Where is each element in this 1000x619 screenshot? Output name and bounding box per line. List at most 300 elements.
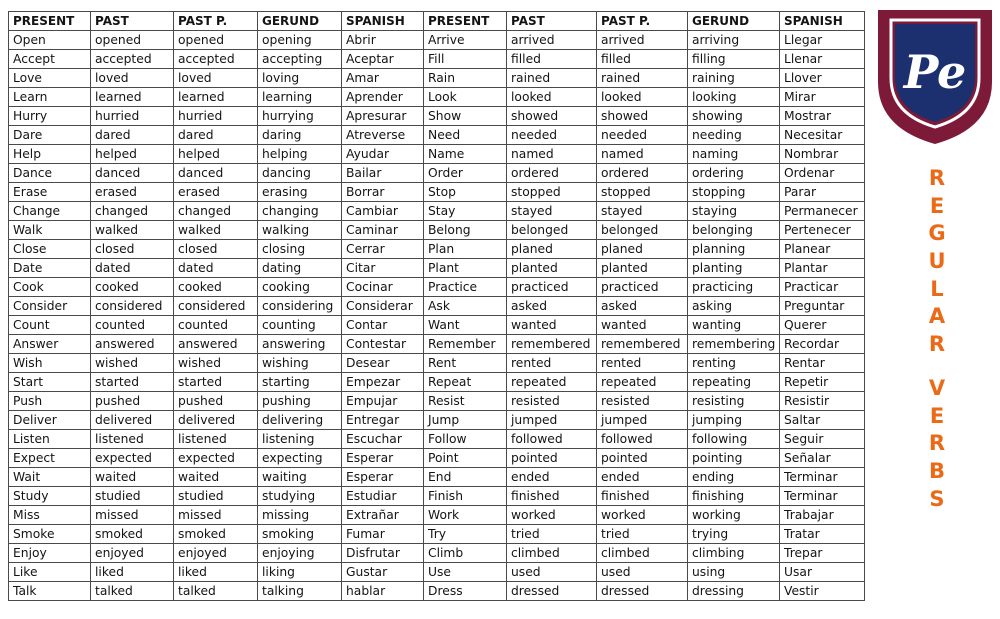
table-row (9, 297, 865, 316)
table-cell: Follow (424, 430, 507, 449)
table-cell: planning (688, 240, 780, 259)
table-cell: Count (9, 316, 91, 335)
table-cell: ordered (597, 164, 688, 183)
table-row (9, 506, 865, 525)
table-cell: enjoying (258, 544, 342, 563)
table-cell: Cocinar (342, 278, 424, 297)
table-cell: belonged (597, 221, 688, 240)
table-cell: Expect (9, 449, 91, 468)
table-body (9, 31, 865, 601)
table-cell: pointed (597, 449, 688, 468)
table-cell: Empujar (342, 392, 424, 411)
column-header: SPANISH (342, 12, 424, 31)
table-cell: practicing (688, 278, 780, 297)
table-cell: answered (174, 335, 258, 354)
table-cell: Esperar (342, 468, 424, 487)
table-cell: stopped (507, 183, 597, 202)
table-row (9, 221, 865, 240)
table-cell: expecting (258, 449, 342, 468)
table-cell: smoking (258, 525, 342, 544)
table-cell: Like (9, 563, 91, 582)
school-logo-crest (876, 8, 994, 146)
table-cell: Repetir (780, 373, 865, 392)
table-cell: enjoyed (91, 544, 174, 563)
table-cell: arrived (597, 31, 688, 50)
table-cell: pointed (507, 449, 597, 468)
table-cell: helped (91, 145, 174, 164)
table-cell: dancing (258, 164, 342, 183)
table-cell: changed (174, 202, 258, 221)
table-cell: Order (424, 164, 507, 183)
table-cell: hurried (91, 107, 174, 126)
column-header: PRESENT (9, 12, 91, 31)
regular-verbs-vertical-title (925, 165, 949, 513)
table-cell: remembered (597, 335, 688, 354)
table-cell: Rentar (780, 354, 865, 373)
table-cell: used (507, 563, 597, 582)
table-cell: dating (258, 259, 342, 278)
table-cell: dated (174, 259, 258, 278)
table-cell: showed (597, 107, 688, 126)
table-cell: Querer (780, 316, 865, 335)
table-cell: counting (258, 316, 342, 335)
table-cell: starting (258, 373, 342, 392)
table-cell: Rain (424, 69, 507, 88)
table-cell: pushed (174, 392, 258, 411)
table-cell: erasing (258, 183, 342, 202)
table-cell: Escuchar (342, 430, 424, 449)
table-cell: following (688, 430, 780, 449)
vertical-word: V E R B S (928, 375, 946, 511)
table-cell: worked (597, 506, 688, 525)
table-cell: cooking (258, 278, 342, 297)
table-cell: Finish (424, 487, 507, 506)
logo-monogram: Pe (903, 45, 967, 99)
table-cell: raining (688, 69, 780, 88)
table-cell: learned (174, 88, 258, 107)
table-cell: arrived (507, 31, 597, 50)
table-cell: needed (597, 126, 688, 145)
table-cell: Llegar (780, 31, 865, 50)
table-row (9, 582, 865, 601)
table-cell: dated (91, 259, 174, 278)
table-cell: Pertenecer (780, 221, 865, 240)
table-cell: dared (91, 126, 174, 145)
table-cell: walked (174, 221, 258, 240)
table-cell: Practicar (780, 278, 865, 297)
table-cell: studying (258, 487, 342, 506)
table-cell: started (174, 373, 258, 392)
table-cell: delivered (174, 411, 258, 430)
table-cell: working (688, 506, 780, 525)
table-row (9, 107, 865, 126)
table-cell: filled (507, 50, 597, 69)
table-cell: accepting (258, 50, 342, 69)
table-cell: repeated (507, 373, 597, 392)
table-cell: Climb (424, 544, 507, 563)
table-cell: walking (258, 221, 342, 240)
table-cell: waiting (258, 468, 342, 487)
table-cell: Plant (424, 259, 507, 278)
table-cell: Extrañar (342, 506, 424, 525)
table-cell: asked (507, 297, 597, 316)
table-cell: Desear (342, 354, 424, 373)
column-header: PRESENT (424, 12, 507, 31)
table-cell: Considerar (342, 297, 424, 316)
table-cell: Accept (9, 50, 91, 69)
table-cell: wanted (507, 316, 597, 335)
table-cell: Terminar (780, 468, 865, 487)
table-cell: Resist (424, 392, 507, 411)
table-cell: Terminar (780, 487, 865, 506)
table-cell: Vestir (780, 582, 865, 601)
table-row (9, 145, 865, 164)
table-cell: Disfrutar (342, 544, 424, 563)
table-cell: hablar (342, 582, 424, 601)
table-cell: learned (91, 88, 174, 107)
table-cell: talked (91, 582, 174, 601)
table-row (9, 31, 865, 50)
table-cell: Nombrar (780, 145, 865, 164)
table-cell: arriving (688, 31, 780, 50)
table-cell: hurried (174, 107, 258, 126)
table-cell: Usar (780, 563, 865, 582)
table-cell: needing (688, 126, 780, 145)
table-cell: ordering (688, 164, 780, 183)
table-cell: loved (174, 69, 258, 88)
table-row (9, 88, 865, 107)
table-cell: Deliver (9, 411, 91, 430)
table-cell: looked (597, 88, 688, 107)
table-cell: Bailar (342, 164, 424, 183)
table-cell: Amar (342, 69, 424, 88)
table-cell: talking (258, 582, 342, 601)
table-cell: Plantar (780, 259, 865, 278)
table-row (9, 335, 865, 354)
table-cell: filling (688, 50, 780, 69)
table-row (9, 449, 865, 468)
table-cell: Caminar (342, 221, 424, 240)
table-cell: studied (91, 487, 174, 506)
table-cell: Tratar (780, 525, 865, 544)
table-cell: Rent (424, 354, 507, 373)
table-cell: considered (174, 297, 258, 316)
table-cell: ending (688, 468, 780, 487)
table-cell: listened (174, 430, 258, 449)
table-row (9, 544, 865, 563)
table-cell: Listen (9, 430, 91, 449)
table-cell: changed (91, 202, 174, 221)
table-cell: Plan (424, 240, 507, 259)
table-cell: planted (507, 259, 597, 278)
table-cell: opened (174, 31, 258, 50)
table-cell: Ordenar (780, 164, 865, 183)
table-cell: Apresurar (342, 107, 424, 126)
table-cell: opening (258, 31, 342, 50)
table-cell: Dare (9, 126, 91, 145)
table-cell: remembering (688, 335, 780, 354)
table-cell: enjoyed (174, 544, 258, 563)
table-cell: naming (688, 145, 780, 164)
table-cell: Citar (342, 259, 424, 278)
table-cell: pointing (688, 449, 780, 468)
table-cell: tried (507, 525, 597, 544)
table-cell: Mostrar (780, 107, 865, 126)
table-cell: Stop (424, 183, 507, 202)
table-cell: practiced (597, 278, 688, 297)
table-cell: cooked (174, 278, 258, 297)
table-cell: opened (91, 31, 174, 50)
table-cell: dressed (507, 582, 597, 601)
table-cell: Point (424, 449, 507, 468)
table-cell: Cook (9, 278, 91, 297)
table-cell: Try (424, 525, 507, 544)
table-cell: Fumar (342, 525, 424, 544)
table-row (9, 373, 865, 392)
table-cell: finishing (688, 487, 780, 506)
table-cell: trying (688, 525, 780, 544)
table-cell: Change (9, 202, 91, 221)
table-cell: planed (507, 240, 597, 259)
table-cell: missing (258, 506, 342, 525)
table-cell: delivered (91, 411, 174, 430)
table-cell: Erase (9, 183, 91, 202)
table-cell: Arrive (424, 31, 507, 50)
table-cell: staying (688, 202, 780, 221)
table-cell: counted (91, 316, 174, 335)
table-cell: rented (507, 354, 597, 373)
table-cell: Love (9, 69, 91, 88)
table-cell: Repeat (424, 373, 507, 392)
table-cell: Permanecer (780, 202, 865, 221)
table-cell: stopped (597, 183, 688, 202)
table-cell: planting (688, 259, 780, 278)
table-cell: accepted (91, 50, 174, 69)
table-cell: showed (507, 107, 597, 126)
table-cell: Help (9, 145, 91, 164)
table-cell: expected (174, 449, 258, 468)
table-cell: Planear (780, 240, 865, 259)
table-cell: waited (174, 468, 258, 487)
table-cell: jumped (507, 411, 597, 430)
table-cell: dressing (688, 582, 780, 601)
table-cell: tried (597, 525, 688, 544)
table-cell: stayed (507, 202, 597, 221)
table-row (9, 183, 865, 202)
table-cell: Señalar (780, 449, 865, 468)
column-header: PAST P. (597, 12, 688, 31)
table-cell: Recordar (780, 335, 865, 354)
table-cell: Atreverse (342, 126, 424, 145)
table-row (9, 164, 865, 183)
table-cell: Work (424, 506, 507, 525)
table-row (9, 316, 865, 335)
table-cell: Belong (424, 221, 507, 240)
table-header-row (9, 12, 865, 31)
table-cell: Talk (9, 582, 91, 601)
table-cell: delivering (258, 411, 342, 430)
table-cell: talked (174, 582, 258, 601)
table-cell: Walk (9, 221, 91, 240)
table-cell: Want (424, 316, 507, 335)
table-cell: Resistir (780, 392, 865, 411)
table-cell: danced (91, 164, 174, 183)
table-cell: named (597, 145, 688, 164)
table-cell: started (91, 373, 174, 392)
table-cell: Miss (9, 506, 91, 525)
table-cell: finished (597, 487, 688, 506)
table-cell: Learn (9, 88, 91, 107)
table-cell: resisted (597, 392, 688, 411)
table-cell: rained (507, 69, 597, 88)
table-cell: Seguir (780, 430, 865, 449)
table-cell: Hurry (9, 107, 91, 126)
table-cell: listened (91, 430, 174, 449)
table-cell: remembered (507, 335, 597, 354)
table-cell: Cambiar (342, 202, 424, 221)
table-cell: Answer (9, 335, 91, 354)
table-cell: Cerrar (342, 240, 424, 259)
table-cell: Necesitar (780, 126, 865, 145)
table-cell: Study (9, 487, 91, 506)
table-cell: loved (91, 69, 174, 88)
table-row (9, 563, 865, 582)
table-cell: Trepar (780, 544, 865, 563)
table-cell: Saltar (780, 411, 865, 430)
table-cell: used (597, 563, 688, 582)
table-cell: repeated (597, 373, 688, 392)
table-cell: wanting (688, 316, 780, 335)
table-cell: hurrying (258, 107, 342, 126)
table-row (9, 487, 865, 506)
regular-verbs-table (8, 11, 865, 601)
table-cell: Mirar (780, 88, 865, 107)
table-cell: jumped (597, 411, 688, 430)
column-header: PAST (507, 12, 597, 31)
table-cell: looked (507, 88, 597, 107)
table-cell: climbing (688, 544, 780, 563)
table-cell: Need (424, 126, 507, 145)
table-cell: Wait (9, 468, 91, 487)
table-cell: asked (597, 297, 688, 316)
table-cell: followed (597, 430, 688, 449)
table-row (9, 354, 865, 373)
table-cell: rained (597, 69, 688, 88)
table-cell: missed (174, 506, 258, 525)
table-cell: Abrir (342, 31, 424, 50)
table-cell: Date (9, 259, 91, 278)
table-cell: Aprender (342, 88, 424, 107)
table-cell: Jump (424, 411, 507, 430)
table-cell: liking (258, 563, 342, 582)
table-cell: jumping (688, 411, 780, 430)
table-cell: closing (258, 240, 342, 259)
table-cell: Smoke (9, 525, 91, 544)
table-row (9, 278, 865, 297)
table-cell: walked (91, 221, 174, 240)
table-cell: dressed (597, 582, 688, 601)
table-cell: Contestar (342, 335, 424, 354)
table-cell: considered (91, 297, 174, 316)
table-cell: wanted (597, 316, 688, 335)
column-header: GERUND (258, 12, 342, 31)
table-cell: rented (597, 354, 688, 373)
table-row (9, 69, 865, 88)
table-cell: Llenar (780, 50, 865, 69)
table-cell: Wish (9, 354, 91, 373)
table-cell: Esperar (342, 449, 424, 468)
table-cell: Consider (9, 297, 91, 316)
table-cell: Gustar (342, 563, 424, 582)
table-cell: Empezar (342, 373, 424, 392)
table-cell: erased (91, 183, 174, 202)
table-cell: Borrar (342, 183, 424, 202)
table-cell: named (507, 145, 597, 164)
table-cell: ended (507, 468, 597, 487)
table-cell: Open (9, 31, 91, 50)
table-cell: pushing (258, 392, 342, 411)
table-cell: liked (174, 563, 258, 582)
table-cell: renting (688, 354, 780, 373)
table-cell: changing (258, 202, 342, 221)
table-cell: Dress (424, 582, 507, 601)
table-cell: Use (424, 563, 507, 582)
table-cell: followed (507, 430, 597, 449)
table-cell: counted (174, 316, 258, 335)
table-row (9, 50, 865, 69)
table-cell: danced (174, 164, 258, 183)
table-cell: smoked (174, 525, 258, 544)
column-header: PAST (91, 12, 174, 31)
table-cell: answering (258, 335, 342, 354)
table-cell: asking (688, 297, 780, 316)
table-cell: Stay (424, 202, 507, 221)
table-row (9, 468, 865, 487)
table-cell: Remember (424, 335, 507, 354)
table-cell: Enjoy (9, 544, 91, 563)
vertical-word: R E G U L A R (928, 166, 946, 357)
table-cell: considering (258, 297, 342, 316)
table-cell: belonged (507, 221, 597, 240)
table-cell: dared (174, 126, 258, 145)
table-cell: accepted (174, 50, 258, 69)
table-cell: answered (91, 335, 174, 354)
table-cell: Name (424, 145, 507, 164)
table-row (9, 240, 865, 259)
table-cell: ended (597, 468, 688, 487)
table-cell: Push (9, 392, 91, 411)
table-cell: daring (258, 126, 342, 145)
table-cell: stayed (597, 202, 688, 221)
table-cell: Aceptar (342, 50, 424, 69)
table-cell: learning (258, 88, 342, 107)
table-cell: Show (424, 107, 507, 126)
table-cell: Practice (424, 278, 507, 297)
table-cell: Trabajar (780, 506, 865, 525)
table-cell: Start (9, 373, 91, 392)
table-row (9, 430, 865, 449)
table-cell: Preguntar (780, 297, 865, 316)
column-header: GERUND (688, 12, 780, 31)
table-cell: Llover (780, 69, 865, 88)
table-cell: Estudiar (342, 487, 424, 506)
table-cell: practiced (507, 278, 597, 297)
table-cell: Contar (342, 316, 424, 335)
table-cell: finished (507, 487, 597, 506)
table-cell: helping (258, 145, 342, 164)
table-cell: wished (174, 354, 258, 373)
table-cell: worked (507, 506, 597, 525)
